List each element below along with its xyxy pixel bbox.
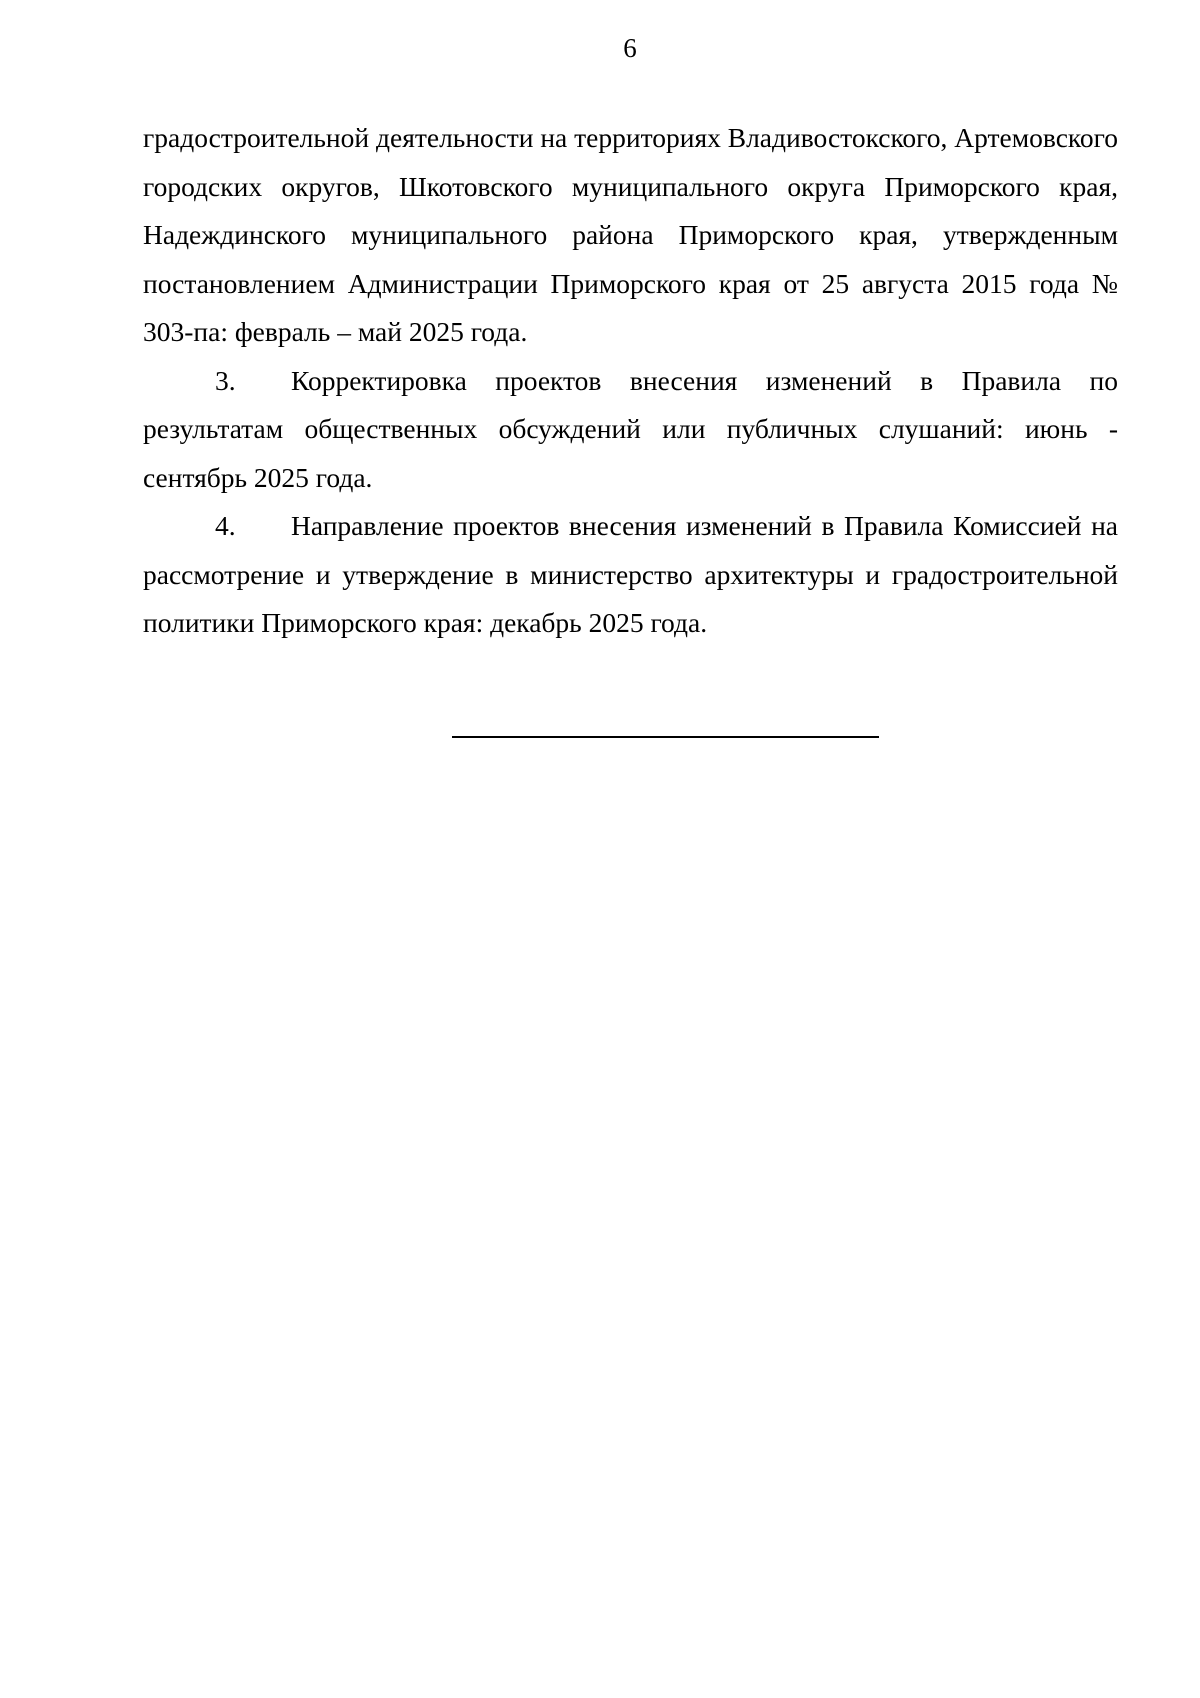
page-number: 6 — [623, 33, 637, 63]
item-number: 4. — [215, 510, 236, 541]
paragraph-continuation: градостроительной деятельности на территориях Владивостокского, Артемовского городских округов, Шкотовского муниципального округа Приморского края, Надеждинского муниципального района Приморского края, утвержденным постановлением Администрации Приморского края от 25 августа 2015 года № 303-па: февраль – май 2025 года. — [143, 122, 1118, 347]
item-number: 3. — [215, 364, 236, 396]
item-text: Направление проектов внесения изменений в Правила Комиссией на рассмотрение и утверждение в министерство архитектуры и градостроительной политики Приморского края: декабрь 2025 года. — [143, 510, 1118, 638]
document-body — [143, 114, 1118, 648]
end-separator-line — [452, 736, 879, 738]
item-text: Корректировка проектов внесения изменений в Правила по результатам общественных обсуждений или публичных слушаний: июнь - сентябрь 2025 года. — [143, 364, 1118, 493]
list-item-3 — [143, 357, 1118, 503]
list-item-4 — [143, 502, 1118, 648]
